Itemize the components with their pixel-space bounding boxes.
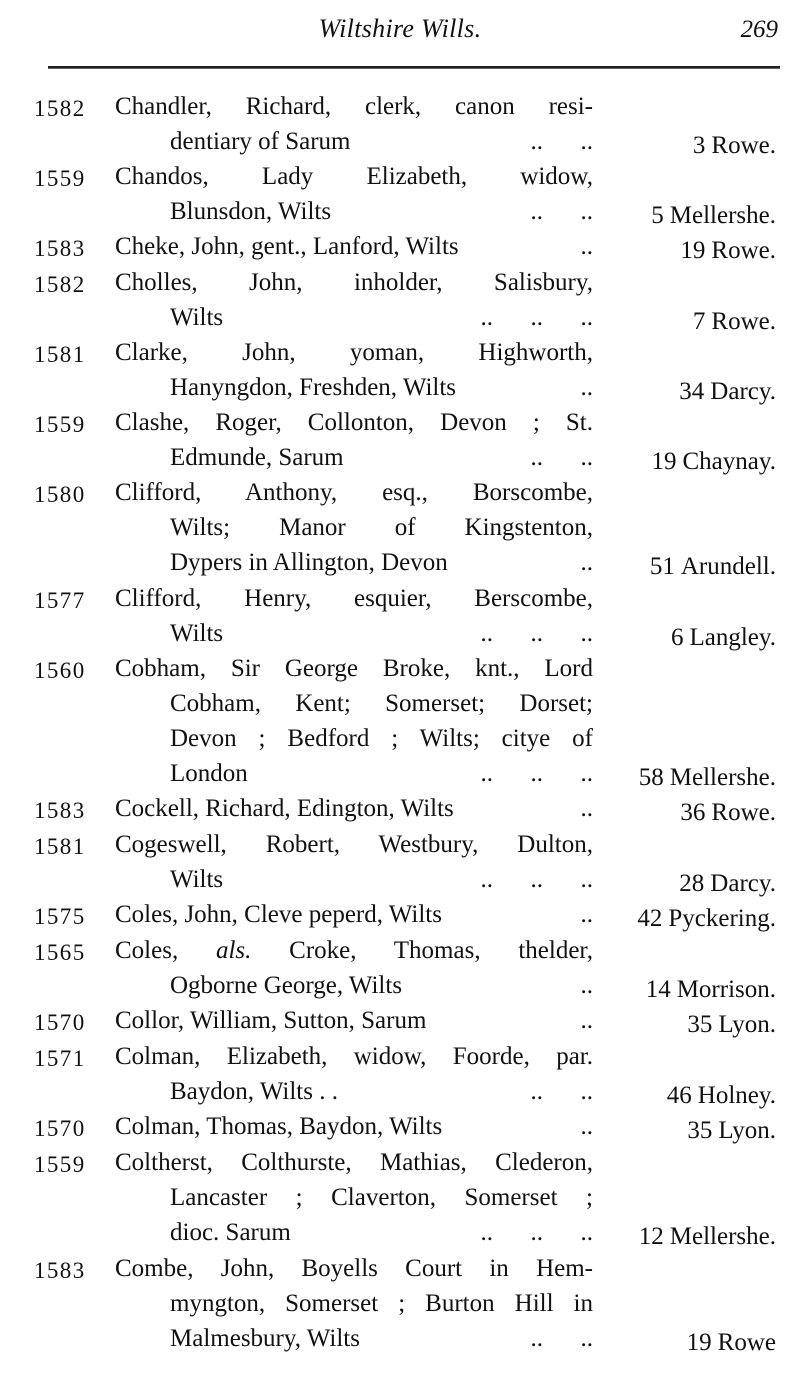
register-reference: [679, 867, 776, 901]
entry-text-line: Lancaster ; Claverton, Somerset ;: [170, 1184, 593, 1211]
register-name: Holney.: [697, 1082, 776, 1109]
leader-dots: .. .. ..: [480, 760, 593, 787]
entry-text: Cheke, John, gent., Lanford, Wilts: [115, 233, 459, 260]
entry-year: 1583: [34, 798, 86, 823]
register-reference: [687, 1008, 776, 1042]
leader-dots: .. ..: [530, 1078, 593, 1105]
folio-number: 35: [687, 1117, 713, 1144]
register-reference: [637, 902, 776, 936]
entry-year: 1583: [34, 236, 86, 261]
entry-text-line: Clarke, John, yoman, Highworth,: [115, 339, 593, 366]
register-reference: [652, 445, 777, 479]
entry-text: London: [170, 760, 248, 787]
register-name: Rowe.: [711, 237, 776, 264]
entry-text-line: Devon ; Bedford ; Wilts; citye of: [170, 725, 593, 752]
register-name: Rowe.: [711, 308, 776, 335]
entry-text: Hanyngdon, Freshden, Wilts: [170, 374, 457, 401]
entry-text: Baydon, Wilts . .: [170, 1078, 338, 1105]
register-name: Arundell.: [680, 553, 776, 580]
leader-dots: ..: [580, 795, 593, 822]
entry-year: 1582: [34, 272, 86, 297]
running-title: Wiltshire Wills.: [318, 14, 482, 43]
entry-year: 1583: [34, 1258, 86, 1283]
register-name: Morrison.: [676, 976, 776, 1003]
alias-abbrev: als.: [215, 937, 252, 964]
entry-text-line: [170, 1322, 593, 1356]
leader-dots: ..: [580, 233, 593, 260]
entry-text-line: [170, 125, 593, 159]
entry-year: 1580: [34, 482, 86, 507]
folio-number: 19: [651, 448, 677, 475]
register-reference: [639, 1220, 776, 1254]
entry-year: 1582: [34, 96, 86, 121]
leader-dots: ..: [580, 374, 593, 401]
entry-text: Coles, John, Cleve peperd, Wilts: [115, 901, 442, 928]
leader-dots: .. ..: [530, 198, 593, 225]
register-reference: [680, 234, 776, 268]
entry-text: Collor, William, Sutton, Sarum: [115, 1007, 427, 1034]
entry-text-line: Coles, als. Croke, Thomas, thelder,: [115, 937, 593, 964]
register-name: Rowe.: [711, 799, 776, 826]
entry-text-line: [170, 617, 593, 651]
register-reference: [687, 1326, 776, 1360]
entry-text-line: Combe, John, Boyells Court in Hem-: [115, 1255, 593, 1282]
entry-text: Edmunde, Sarum: [170, 444, 344, 471]
entry-year: 1575: [34, 904, 86, 929]
register-reference: [646, 973, 776, 1007]
entry-text: Wilts: [170, 304, 224, 331]
folio-number: 28: [679, 870, 705, 897]
folio-number: 51: [649, 553, 675, 580]
register-reference: [650, 550, 776, 584]
entry-text-line: [115, 230, 593, 264]
entry-text: Wilts: [170, 620, 224, 647]
entry-text-line: Cogeswell, Robert, Westbury, Dulton,: [115, 831, 593, 858]
leader-dots: .. .. ..: [480, 304, 593, 331]
entry-text-line: [170, 863, 593, 897]
entry-text-line: Coltherst, Colthurste, Mathias, Clederon,: [115, 1149, 593, 1176]
register-name: Langley.: [689, 624, 776, 651]
folio-number: 34: [679, 378, 705, 405]
folio-number: 12: [638, 1223, 664, 1250]
register-name: Darcy.: [710, 378, 776, 405]
leader-dots: .. .. ..: [480, 866, 593, 893]
register-name: Rowe: [717, 1329, 776, 1356]
entry-year: 1559: [34, 412, 86, 437]
leader-dots: ..: [580, 901, 593, 928]
entry-text: Cockell, Richard, Edington, Wilts: [115, 795, 454, 822]
register-name: Mellershe.: [669, 1223, 776, 1250]
register-name: Pyckering.: [668, 905, 776, 932]
entry-year: 1581: [34, 342, 86, 367]
entry-year: 1560: [34, 658, 86, 683]
entry-text-line: [115, 1004, 593, 1038]
entry-text: Malmesbury, Wilts: [170, 1325, 360, 1352]
entry-text-line: Clifford, Anthony, esq., Borscombe,: [115, 479, 593, 506]
entry-year: 1571: [34, 1046, 86, 1071]
entry-text-line: [170, 1075, 593, 1109]
entry-text: Dypers in Allington, Devon: [170, 549, 448, 576]
entry-text-line: Clifford, Henry, esquier, Berscombe,: [115, 585, 593, 612]
page-number: 269: [740, 16, 778, 43]
leader-dots: .. ..: [530, 1325, 593, 1352]
register-reference: [639, 761, 776, 795]
leader-dots: .. .. ..: [480, 620, 593, 647]
folio-number: 6: [670, 624, 684, 651]
entry-text: Wilts: [170, 866, 224, 893]
entry-text-line: [170, 441, 593, 475]
folio-number: 36: [680, 799, 706, 826]
folio-number: 14: [645, 976, 671, 1003]
folio-number: 19: [686, 1329, 712, 1356]
register-reference: [693, 129, 776, 163]
register-reference: [679, 375, 776, 409]
register-name: Lyon.: [718, 1011, 776, 1038]
entry-text-line: [170, 371, 593, 405]
folio-number: 58: [638, 764, 664, 791]
entry-text-line: Chandos, Lady Elizabeth, widow,: [115, 163, 593, 190]
entry-text-line: [170, 546, 593, 580]
folio-number: 46: [666, 1082, 692, 1109]
entry-text-line: myngton, Somerset ; Burton Hill in: [170, 1290, 593, 1317]
register-name: Rowe.: [711, 132, 776, 159]
entry-text-line: [170, 1216, 593, 1250]
leader-dots: ..: [580, 1113, 593, 1140]
entry-text: Ogborne George, Wilts: [170, 972, 403, 999]
register-reference: [671, 621, 776, 655]
entry-text-line: [115, 898, 593, 932]
register-reference: [680, 796, 776, 830]
entry-text-line: Wilts; Manor of Kingstenton,: [170, 514, 593, 541]
entry-year: 1570: [34, 1010, 86, 1035]
leader-dots: ..: [580, 549, 593, 576]
folio-number: 42: [637, 905, 663, 932]
entry-text: Blunsdon, Wilts: [170, 198, 332, 225]
entry-text: Colman, Thomas, Baydon, Wilts: [115, 1113, 443, 1140]
entry-year: 1581: [34, 834, 86, 859]
register-reference: [687, 1114, 776, 1148]
entry-text-line: [170, 969, 593, 1003]
leader-dots: .. ..: [530, 128, 593, 155]
entry-year: 1577: [34, 588, 86, 613]
register-name: Lyon.: [718, 1117, 776, 1144]
entry-text: dioc. Sarum: [170, 1219, 291, 1246]
folio-number: 3: [692, 132, 706, 159]
register-reference: [651, 199, 776, 233]
leader-dots: .. ..: [530, 444, 593, 471]
entry-year: 1570: [34, 1116, 86, 1141]
entry-text-line: Cobham, Kent; Somerset; Dorset;: [170, 690, 593, 717]
entry-text: dentiary of Sarum: [170, 128, 351, 155]
entry-text-line: Colman, Elizabeth, widow, Foorde, par.: [115, 1043, 593, 1070]
register-name: Mellershe.: [669, 202, 776, 229]
leader-dots: ..: [580, 1007, 593, 1034]
entry-text-line: [170, 195, 593, 229]
folio-number: 5: [651, 202, 664, 229]
entry-text-line: Cholles, John, inholder, Salisbury,: [115, 269, 593, 296]
entry-year: 1559: [34, 166, 86, 191]
register-name: Darcy.: [710, 870, 776, 897]
entry-text-line: Chandler, Richard, clerk, canon resi-: [115, 93, 593, 120]
folio-number: 7: [692, 308, 706, 335]
entry-text-line: [170, 301, 593, 335]
entry-text-line: Clashe, Roger, Collonton, Devon ; St.: [115, 409, 593, 436]
entry-year: 1565: [34, 940, 86, 965]
register-reference: [667, 1079, 776, 1113]
register-reference: [693, 305, 776, 339]
leader-dots: .. .. ..: [480, 1219, 593, 1246]
entry-text-line: [115, 1110, 593, 1144]
folio-number: 35: [687, 1011, 713, 1038]
entry-text-line: Cobham, Sir George Broke, knt., Lord: [115, 655, 593, 682]
leader-dots: ..: [580, 972, 593, 999]
register-name: Chaynay.: [682, 448, 776, 475]
folio-number: 19: [680, 237, 706, 264]
entry-text-line: [115, 792, 593, 826]
entry-year: 1559: [34, 1152, 86, 1177]
entry-text-line: [170, 757, 593, 791]
register-name: Mellershe.: [669, 764, 776, 791]
